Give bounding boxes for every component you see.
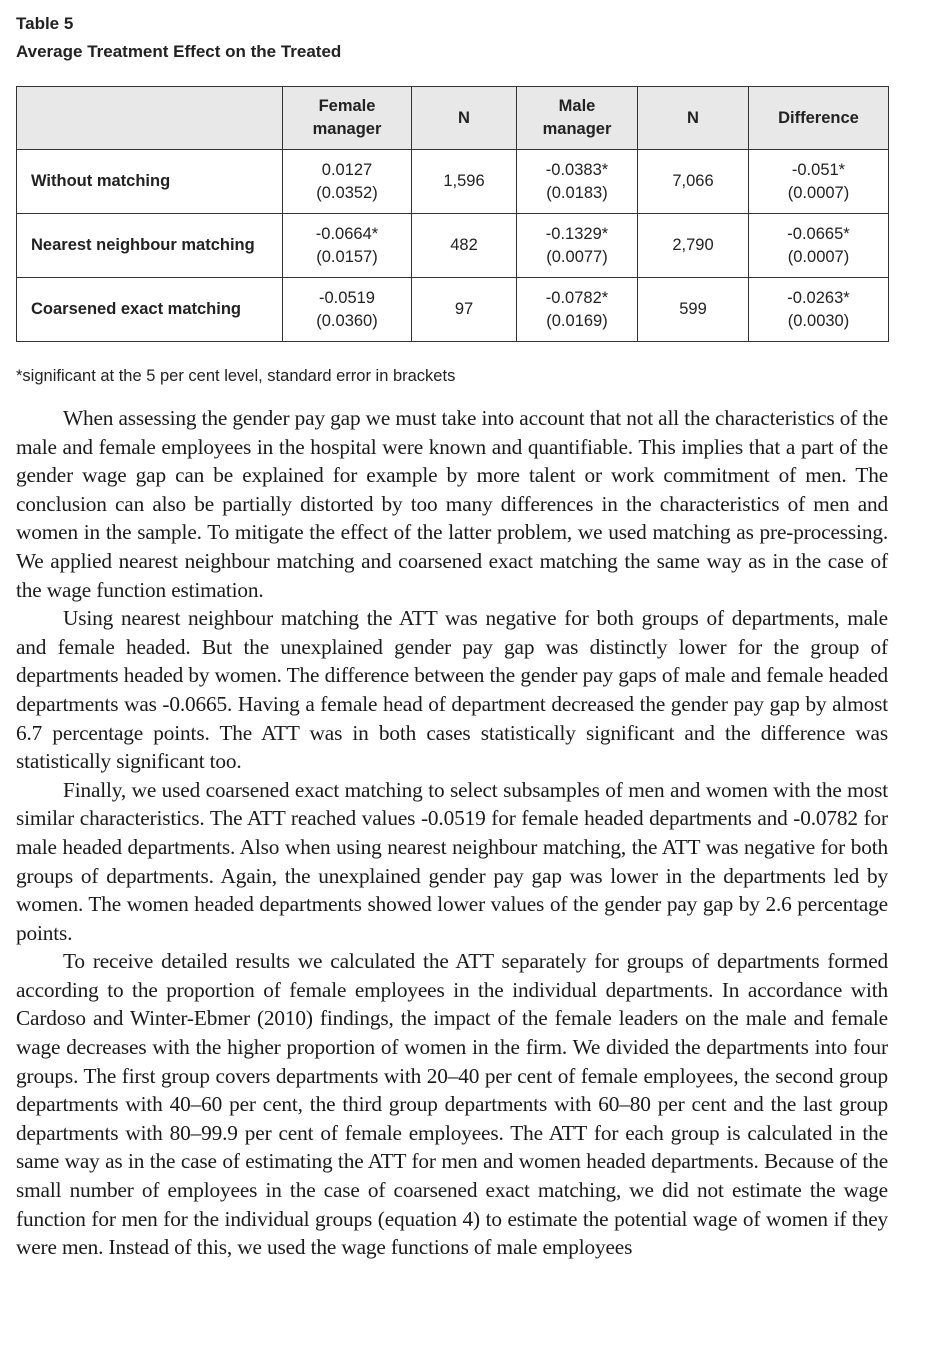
- table-row: [17, 150, 889, 214]
- female-manager-cell: 0.0127 (0.0352): [283, 150, 412, 214]
- row-label: Coarsened exact matching: [17, 278, 283, 342]
- male-n-cell: 7,066: [638, 150, 749, 214]
- table-row: [17, 278, 889, 342]
- paragraph: Using nearest neighbour matching the ATT was negative for both groups of departments, male and female headed. But the unexplained gender pay gap was distinctly lower for the group of departments headed by women. The difference between the gender pay gaps of male and female headed departments was -0.0665. Having a female head of department decreased the gender pay gap by almost 6.7 percentage points. The ATT was in both cases statistically significant and the difference was statistically significant too.: [16, 606, 888, 774]
- male-manager-cell: -0.0383* (0.0183): [517, 150, 638, 214]
- difference-cell: -0.0665* (0.0007): [749, 214, 889, 278]
- difference-cell: -0.051* (0.0007): [749, 150, 889, 214]
- row-label: Nearest neighbour matching: [17, 214, 283, 278]
- paragraph: When assessing the gender pay gap we must take into account that not all the characteristics of the male and female employees in the hospital were known and quantifiable. This implies that a part of the gender wage gap can be explained for example by more talent or work commitment of men. The conclusion can also be partially distorted by too many differences in the characteristics of men and women in the sample. To mitigate the effect of the latter problem, we used matching as pre-processing. We applied nearest neighbour matching and coarsened exact matching the same way as in the case of the wage function estimation.: [16, 406, 888, 602]
- table-header-row: [17, 87, 889, 150]
- header-n-male: N: [638, 87, 749, 150]
- table-title: Average Treatment Effect on the Treated: [16, 42, 342, 61]
- male-manager-cell: -0.1329* (0.0077): [517, 214, 638, 278]
- table-row: [17, 214, 889, 278]
- row-label: Without matching: [17, 150, 283, 214]
- header-n-female: N: [412, 87, 517, 150]
- female-n-cell: 97: [412, 278, 517, 342]
- body-text: [16, 404, 888, 1262]
- header-male-manager: Male manager: [517, 87, 638, 150]
- header-cell-empty: [17, 87, 283, 150]
- paragraph: Finally, we used coarsened exact matching to select subsamples of men and women with the most similar characteristics. The ATT reached values -0.0519 for female headed departments and -0.0782 for male headed departments. Also when using nearest neighbour matching, the ATT was negative for both groups of departments. Again, the unexplained gender pay gap was lower in the departments led by women. The women headed departments showed lower values of the gender pay gap by 2.6 percentage points.: [16, 777, 888, 945]
- paragraph: To receive detailed results we calculated the ATT separately for groups of departments formed according to the proportion of female employees in the individual departments. In accordance with Cardoso and Winter-Ebmer (2010) findings, the impact of the female leaders on the male and female wage decreases with the higher proportion of women in the firm. We divided the departments into four groups. The first group covers departments with 20–40 per cent of female employees, the second group departments with 40–60 per cent, the third group departments with 60–80 per cent and the last group departments with 80–99.9 per cent of female employees. The ATT for each group is calculated in the same way as in the case of estimating the ATT for men and women headed departments. Because of the small number of employees in the case of coarsened exact matching, we did not estimate the wage function for men for the individual groups (equation 4) to estimate the potential wage of women if they were men. Instead of this, we used the wage functions of male employees: [16, 949, 888, 1260]
- male-manager-cell: -0.0782* (0.0169): [517, 278, 638, 342]
- results-table: [16, 86, 889, 342]
- male-n-cell: 599: [638, 278, 749, 342]
- male-n-cell: 2,790: [638, 214, 749, 278]
- female-manager-cell: -0.0664* (0.0157): [283, 214, 412, 278]
- page: [16, 10, 888, 1262]
- difference-cell: -0.0263* (0.0030): [749, 278, 889, 342]
- header-female-manager: Female manager: [283, 87, 412, 150]
- header-difference: Difference: [749, 87, 889, 150]
- table-footnote: *significant at the 5 per cent level, standard error in brackets: [16, 367, 456, 385]
- table-label: Table 5: [16, 14, 74, 33]
- female-n-cell: 482: [412, 214, 517, 278]
- female-manager-cell: -0.0519 (0.0360): [283, 278, 412, 342]
- female-n-cell: 1,596: [412, 150, 517, 214]
